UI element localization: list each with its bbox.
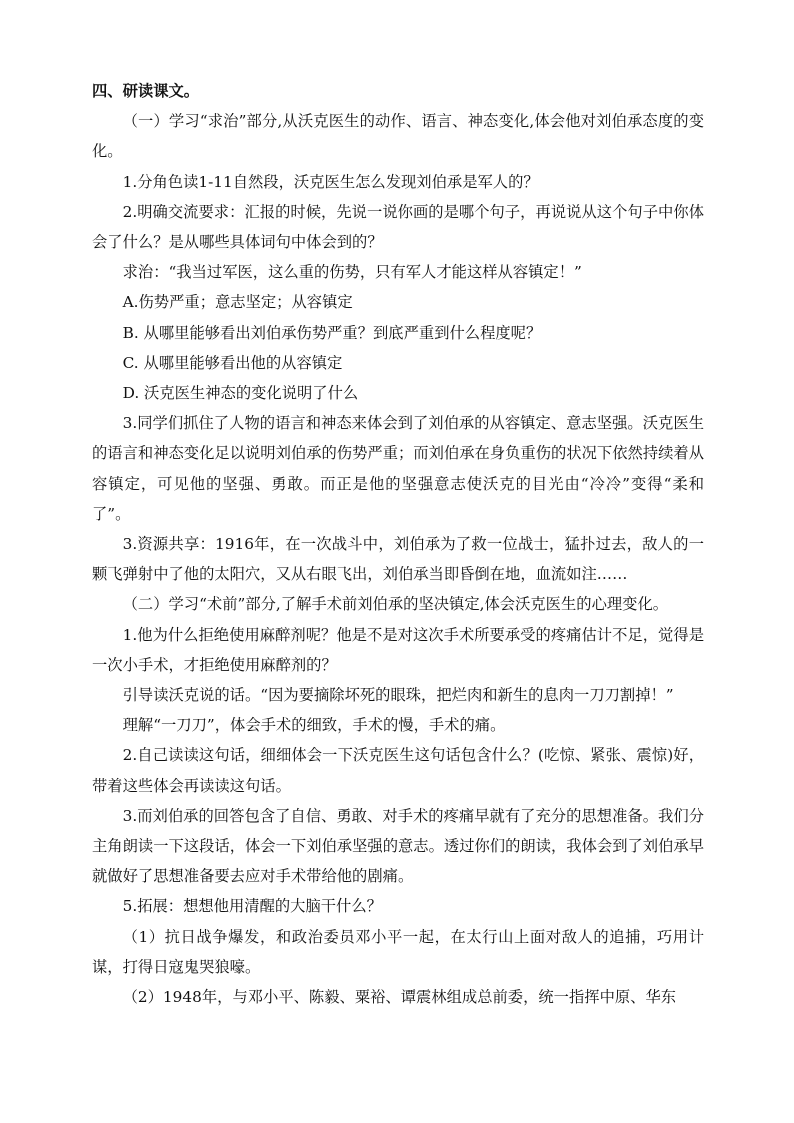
- paragraph-self-read: 2.自己读读这句话，细细体会一下沃克医生这句话包含什么？(吃惊、紧张、震惊)好，带着这些体会再读读这句话。: [92, 746, 704, 795]
- paragraph-study-qiuzhi: （一）学习“求治”部分,从沃克医生的动作、语言、神态变化,体会他对刘伯承态度的变化。: [92, 112, 704, 161]
- paragraph-option-d: D. 沃克医生神态的变化说明了什么: [122, 384, 359, 403]
- paragraph-liu-answer: 3.而刘伯承的回答包含了自信、勇敢、对手术的疼痛早就有了充分的思想准备。我们分主角朗读一下这段话，体会一下刘伯承坚强的意志。透过你们的朗读，我体会到了刘伯承早就做好了思想准备要去应对手术带给他的剧痛。: [92, 806, 704, 886]
- paragraph-guided-reading: 引导读沃克说的话。“因为要摘除坏死的眼珠，把烂肉和新生的息肉一刀刀割掉！”: [122, 686, 674, 705]
- paragraph-option-c: C. 从哪里能够看出他的从容镇定: [122, 353, 343, 372]
- paragraph-quote-qiuzhi: 求治：“我当过军医，这么重的伤势，只有军人才能这样从容镇定！”: [122, 263, 582, 282]
- paragraph-study-shuqian: （二）学习“术前”部分,了解手术前刘伯承的坚决镇定,体会沃克医生的心理变化。: [122, 595, 669, 614]
- paragraph-extension-2: （2）1948年，与邓小平、陈毅、粟裕、谭震林组成总前委，统一指挥中原、华东: [122, 988, 677, 1007]
- paragraph-understand-daodao: 理解“一刀刀”，体会手术的细致，手术的慢，手术的痛。: [122, 716, 506, 735]
- paragraph-resource-share: 3.资源共享：1916年，在一次战斗中，刘伯承为了救一位战士，猛扑过去，敌人的一颗飞弹射中了他的太阳穴，又从右眼飞出，刘伯承当即昏倒在地，血流如注……: [92, 535, 704, 584]
- paragraph-item-1: 1.分角色读1-11自然段，沃克医生怎么发现刘伯承是军人的？: [122, 172, 539, 191]
- paragraph-item-2: 2.明确交流要求：汇报的时候，先说一说你画的是哪个句子，再说说从这个句子中你体会了什么？是从哪些具体词句中体会到的？: [92, 202, 704, 252]
- paragraph-anesthesia-question: 1.他为什么拒绝使用麻醉剂呢？他是不是对这次手术所要承受的疼痛估计不足，觉得是一次小手术，才拒绝使用麻醉剂的？: [92, 625, 704, 674]
- document-page: [92, 76, 704, 1012]
- paragraph-option-a: A.伤势严重；意志坚定；从容镇定: [122, 293, 353, 312]
- paragraph-item-3: 3.同学们抓住了人物的语言和神态来体会到了刘伯承的从容镇定、意志坚强。沃克医生的语言和神态变化足以说明刘伯承的伤势严重；而刘伯承在身负重伤的状况下依然持续着从容镇定，可见他的坚强、勇敢。而正是他的坚强意志使沃克的目光由“冷冷”变得“柔和了”。: [92, 414, 704, 523]
- paragraph-extension: 5.拓展：想想他用清醒的大脑干什么？: [122, 897, 382, 916]
- paragraph-extension-1: （1）抗日战争爆发，和政治委员邓小平一起，在太行山上面对敌人的追捕，巧用计谋，打得日寇鬼哭狼嚎。: [92, 927, 704, 976]
- section-heading: 四、研读课文。: [92, 82, 200, 100]
- paragraph-option-b: B. 从哪里能够看出刘伯承伤势严重？到底严重到什么程度呢？: [122, 323, 542, 342]
